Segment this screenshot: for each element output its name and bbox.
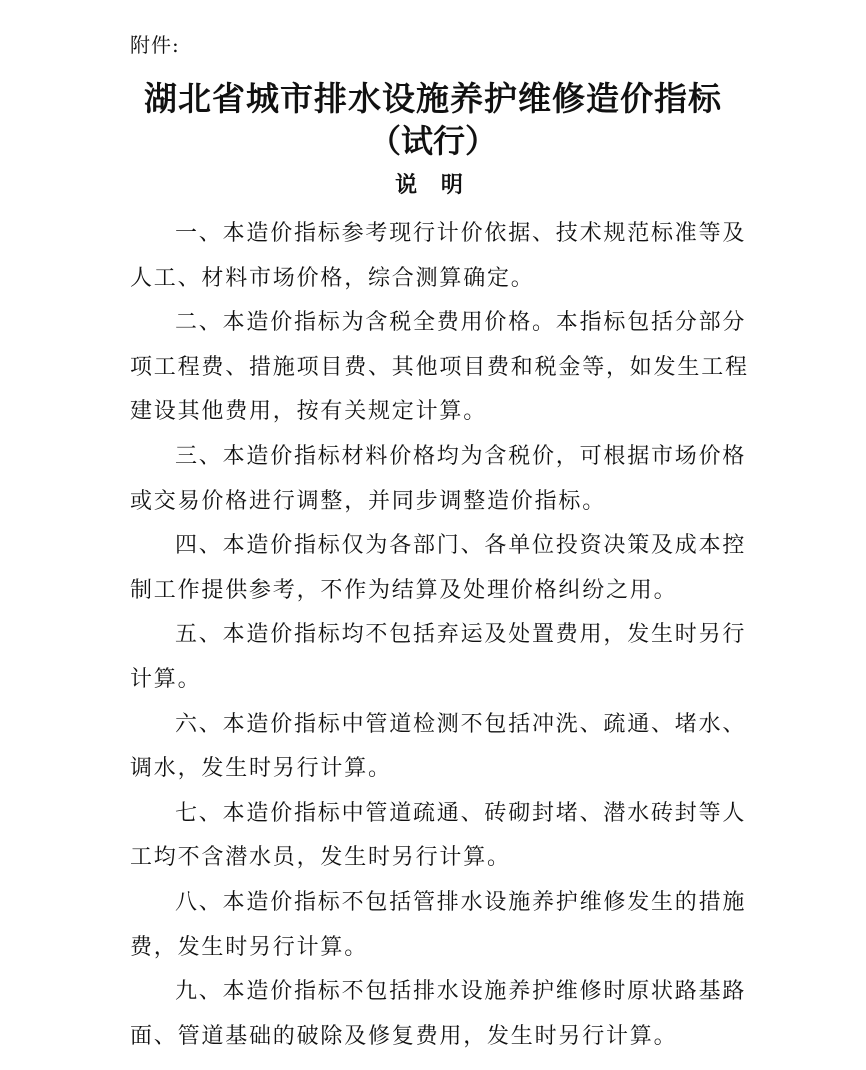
paragraph — [130, 524, 747, 613]
attachment-label: 附件: — [130, 33, 180, 57]
paragraph-line: 九、本造价指标不包括排水设施养护维修时原状路基路 — [175, 979, 747, 1005]
paragraph-line: 一、本造价指标参考现行计价依据、技术规范标准等及 — [175, 221, 747, 246]
paragraph-line: 二、本造价指标为含税全费用价格。本指标包括分部分 — [175, 310, 747, 336]
paragraph-line: 五、本造价指标均不包括弃运及处置费用，发生时另行 — [175, 622, 747, 648]
paragraph — [130, 301, 749, 435]
paragraph-line: 费，发生时另行计算。 — [130, 934, 369, 960]
paragraph-line: 面、管道基础的破除及修复费用，发生时另行计算。 — [130, 1023, 678, 1049]
paragraph — [130, 792, 747, 881]
paragraph-line: 六、本造价指标中管道检测不包括冲洗、疏通、堵水、 — [175, 711, 747, 737]
document-subtitle: （试行） — [368, 122, 497, 160]
paragraph-line: 或交易价格进行调整，并同步调整造价指标。 — [130, 488, 607, 514]
paragraph-line: 人工、材料市场价格，综合测算确定。 — [130, 265, 535, 291]
paragraph-line: 计算。 — [130, 666, 202, 692]
paragraph — [130, 212, 747, 301]
document-title: 湖北省城市排水设施养护维修造价指标 — [144, 79, 722, 118]
paragraph-line: 项工程费、措施项目费、其他项目费和税金等，如发生工程 — [130, 354, 749, 380]
paragraph — [130, 970, 747, 1059]
document-body — [130, 212, 749, 1059]
paragraph-line: 建设其他费用，按有关规定计算。 — [130, 399, 488, 425]
paragraph — [130, 435, 747, 524]
paragraph-line: 七、本造价指标中管道疏通、砖砌封堵、潜水砖封等人 — [175, 800, 747, 826]
paragraph-line: 四、本造价指标仅为各部门、各单位投资决策及成本控 — [175, 533, 747, 559]
paragraph-line: 三、本造价指标材料价格均为含税价，可根据市场价格 — [175, 443, 747, 469]
paragraph-line: 工均不含潜水员，发生时另行计算。 — [130, 845, 511, 871]
paragraph-line: 制工作提供参考，不作为结算及处理价格纠纷之用。 — [130, 577, 678, 603]
paragraph-line: 调水，发生时另行计算。 — [130, 756, 392, 782]
paragraph-line: 八、本造价指标不包括管排水设施养护维修发生的措施 — [175, 889, 747, 915]
paragraph — [130, 613, 747, 702]
paragraph — [130, 703, 747, 792]
section-heading: 说 明 — [395, 173, 471, 198]
paragraph — [130, 881, 747, 970]
